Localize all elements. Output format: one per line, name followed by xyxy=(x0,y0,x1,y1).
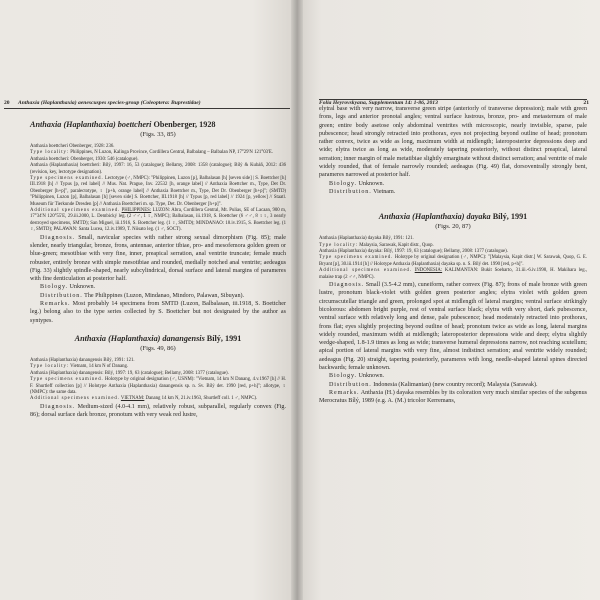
left-page-number: 20 xyxy=(4,100,10,106)
diagnosis: Diagnosis. Small (3.5-4.2 mm), cuneiform, rather convex (Fig. 87); frons of male bronze with green lustre, pronotum black-violet with golden green posterior angles; elytra violet with golden green circumscutellar triangle and green, prolonged spot at midlength of lateral margins; ventral surface strikingly bicolorous: abdomen bright purple, rest of ventral surface black; elytra with very short, dark pubescence, ventral surface with relatively long and dense, pale pubescence; head moderately retracted into prothorax, frons flat; eyes slightly projecting beyond outline of head; pronotum twice as wide as long, lateral margins widely rounded, maximum width at midlength; lateroposterior depressions wide and deep; elytra slightly wedge-shaped, 1.8-1.9 times as long as wide; transverse humeral depressions narrow, not reaching scutellum; apical portion of lateral margins with very fine, almost indistinct serration; anal ventrite widely rounded; aedeagus (Fig. 20) straight, tapering posteriorly, parameres with long, needle-shaped lateral spines directed backwards; female unknown. xyxy=(319,282,588,372)
biology: Biology. Unknown. xyxy=(40,284,96,291)
citation: Anthaxia (Haplanthaxia) danangensis Bílý, 1991: 121. xyxy=(30,357,135,363)
additional-specimens: Additional specimens examined. PHILIPPINES: LUZON: Abra, Cordillera Central, Mt. Pulias, SE of Lacaan, 900 m, 17°34'N 120°55'E, 29.iii.2000, L. Dembický leg. (2 ♂♂, 1 ♀, NMPC); Balbalasan, iii.1918, S. Boettcher (6 ♂♂, 8 ♀♀, 3 nearly destroyed specimens, SMTD); San Miguel, iii.1916, S. Boettcher leg. (1 ♀, SMTD); MINDANAO: 18.iv.1915, S. Boettcher leg. (1 ♀, SMTD); PALAWAN: Santa Lucea, 12.iv.1989, T. Niisato leg. (1 ♂, SOCT). xyxy=(30,208,286,233)
type-specimens: Type specimens examined. Holotype by original designation (♂, NMPC): "[Malaysia, Kapit distr.] W. Sarawak, Quop, G. E. Bryant [p], 30.iii.1914 [h] // Holotype Anthaxia (Haplanthaxia) dayaka sp. n. S. Bílý det. 1990 [red, p+h]". xyxy=(319,255,587,267)
additional-specimens: Additional specimens examined. VIETNAM: Danang 14 km N, 21.iv.1963, Shurtleff coll. 1 ♂, NMPC). xyxy=(30,396,258,402)
additional-specimens: Additional specimens examined. INDONESIA: KALIMANTAN: Bukit Soeharto, 31.iii.-6.iv.1998, H. Makihara leg., malaise trap (2 ♂♂, NMPC). xyxy=(319,268,588,280)
left-column xyxy=(30,114,286,419)
type-specimens: Type specimens examined. Holotype by original designation (♂, USNM): "Vietnam, 14 km N Danang, 4.v.1967 [h] // H. F. Shurtleff collection [p] // Holotype Anthaxia (Haplanthaxia) danangensis sp. n. Sv. Bílý det. 1990 [red, p+h]"; allotype, ♀ (NMPC): the same data. xyxy=(30,377,286,395)
species-title-boettcheri: Anthaxia (Haplanthaxia) boettcheri Obenberger, 1928 xyxy=(30,120,216,129)
left-running-title: Anthaxia (Haplanthaxia) aenescuspes species-group (Coleoptera: Buprestidae) xyxy=(17,100,201,106)
figs-reference: (Figs. 49, 86) xyxy=(140,344,176,352)
right-page xyxy=(297,0,600,600)
diagnosis: Diagnosis. Small, navicular species with rather strong sexual dimorphism (Fig. 85); male slender, nearly triangular, bronze, frons, antennae, anterior tibiae, pro- and mesofemora golden green or blue-green; mesotibiae with very fine, inner, preapical serration, anal ventrite truncate; female much robuster, entirely bronze with simple mesotibiae and rounded, medially notched anal ventrite; aedeagus (Fig. 33) slightly spindle-shaped, nearly subcylindrical, dorsal surface and lateral margins of parameres with fine denticulation at posterior half. xyxy=(30,234,286,283)
right-header-rule xyxy=(319,99,587,100)
distribution: Distribution. The Philippines (Luzon, Mindanao, Mindoro, Palawan, Sibuyan). xyxy=(40,292,245,299)
citation: Anthaxia boettcheri Obenberger, 1928: 236. xyxy=(30,144,115,149)
biology: Biology. Unknown. xyxy=(329,373,385,380)
distribution: Distribution. Indonesia (Kalimantan) (new country record); Malaysia (Sarawak). xyxy=(329,381,538,388)
citation: Anthaxia (Haplanthaxia) boettcheri: Bílý, 1997: 16, 53 (catalogue); Bellamy, 2008: 1358 (catalogue); Bílý & Kubáň, 2012: 436 (revision, key, lectotype designation). xyxy=(30,163,286,175)
citation: Anthaxia (Haplanthaxia) danangensis: Bílý, 1997: 19, 63 (catalogue); Bellamy, 2008: 1377 (catalogue). xyxy=(30,370,229,376)
type-specimens: Type specimens examined. Lectotype (♂, NMPC): "Philippinen, Luzon [p], Balbalasan [h] [seven side] | S. Boettcher [h] III.1918 [h] // Typus [p, red label] // Mus. Nat. Prague, Inv. 22532 [h, orange label] // Anthaxia Boettcher m., Type, Det Dr. Obenberger [h+p]", paralectotype, ♀ [p+h, orange label] // Anthaxia Boettcher m., Type, Det Dr. Obenberger [h+p]"; (SMTD) "Philippinen, Luzon [p], Balbalasan [h] [seven side] S. Boettcher, III.1918 [h] // Typus [p, red label] // 1924 [p, yellow] // Staatl. Museum für Tierkunde Dresden [p] // Anthaxia Boettcheri m. sp. Type, Det. Dr. Obenberger [h+p]". xyxy=(30,176,286,207)
species-title-dayaka: Anthaxia (Haplanthaxia) dayaka Bílý, 1991 xyxy=(378,212,528,222)
book-gutter xyxy=(291,0,303,600)
remarks: Remarks. Most probably 14 specimens from SMTD (Luzon, Balbalasan, iii.1918, S. Boettcher leg.) belong also to the type series collected by S. Boettcher but not designated by the author as syntypes. xyxy=(30,301,286,324)
type-locality: Type locality: Malaysia, Sarawak, Kapit distr., Quop. xyxy=(319,242,434,248)
left-header-rule xyxy=(4,108,290,109)
remarks: Remarks. Anthaxia (H.) dayaka resembles by its coloration very much similar species of the subgenus Merocratus Bílý, 1989 (e.g. A. (M.) tricolor Kerremans, xyxy=(319,389,587,405)
distribution: Distribution. Vietnam. xyxy=(329,188,396,195)
citation: Anthaxia (Haplanthaxia) dayaka Bílý, 1991: 121. xyxy=(319,236,414,242)
citation: Anthaxia (Haplanthaxia) dayaka: Bílý, 1997: 19, 63 (catalogue); Bellamy, 2008: 1377 (catalogue). xyxy=(319,249,508,255)
species-title-danangensis: Anthaxia (Haplanthaxia) danangensis Bílý, 1991 xyxy=(74,333,242,343)
figs-reference: (Figs. 33, 85) xyxy=(140,131,176,138)
right-column xyxy=(319,105,587,406)
right-running-title: Folia Heyrovskyana, Supplementum 14: 1-86, 2013 xyxy=(319,100,438,106)
diagnosis-continuation: elytral base with very narrow, transverse green stripe (anteriorly of transverse depression); male with green frons, legs and anterior pronotal angles; ventral surface lustrous, bronze, pro- and metasternum of male green; entire body asetose only abdominal ventrites with microscopic, nearly invisible, sparse, pale pubescence; head strongly retracted into prothorax, eyes not projecting beyond outline of head; pronotum rather convex, twice as wide as long, maximum width at midlength; lateroposterior depressions deep and wide; elytra twice as long as wide, moderately tapering posteriorly, without distinct preapical, lateral serration; inner margin of male metatibiae slightly emarginate without distinct serration; anal ventrite of male widely rounded, that of female narrowly rounded; aedeagus (Fig. 49) flat, dorsoventrally strongly bent, parameres narrowed at posterior half. xyxy=(319,106,587,179)
type-locality: Type locality: Philippines, N Luzon, Kalinga Province, Cordillera Central, Balbalang – Balbalan NP, 17°29'N 121°03'E. xyxy=(30,150,273,156)
right-page-number: 21 xyxy=(583,100,589,106)
diagnosis: Diagnosis. Medium-sized (4.0-4.1 mm), relatively robust, subparallel, regularly convex (Fig. 86); dorsal surface dark bronze, pronotum with very weak red lustre, xyxy=(30,403,286,419)
left-running-head xyxy=(4,100,290,106)
citation: Anthaxia boettcheri: Obenberger, 1930: 546 (catalogue). xyxy=(30,156,139,162)
biology: Biology. Unknown. xyxy=(329,180,385,187)
left-page xyxy=(0,0,297,600)
type-locality: Type locality: Vietnam, 14 km N of Danang. xyxy=(30,364,129,370)
figs-reference: (Figs. 20, 87) xyxy=(435,223,471,231)
